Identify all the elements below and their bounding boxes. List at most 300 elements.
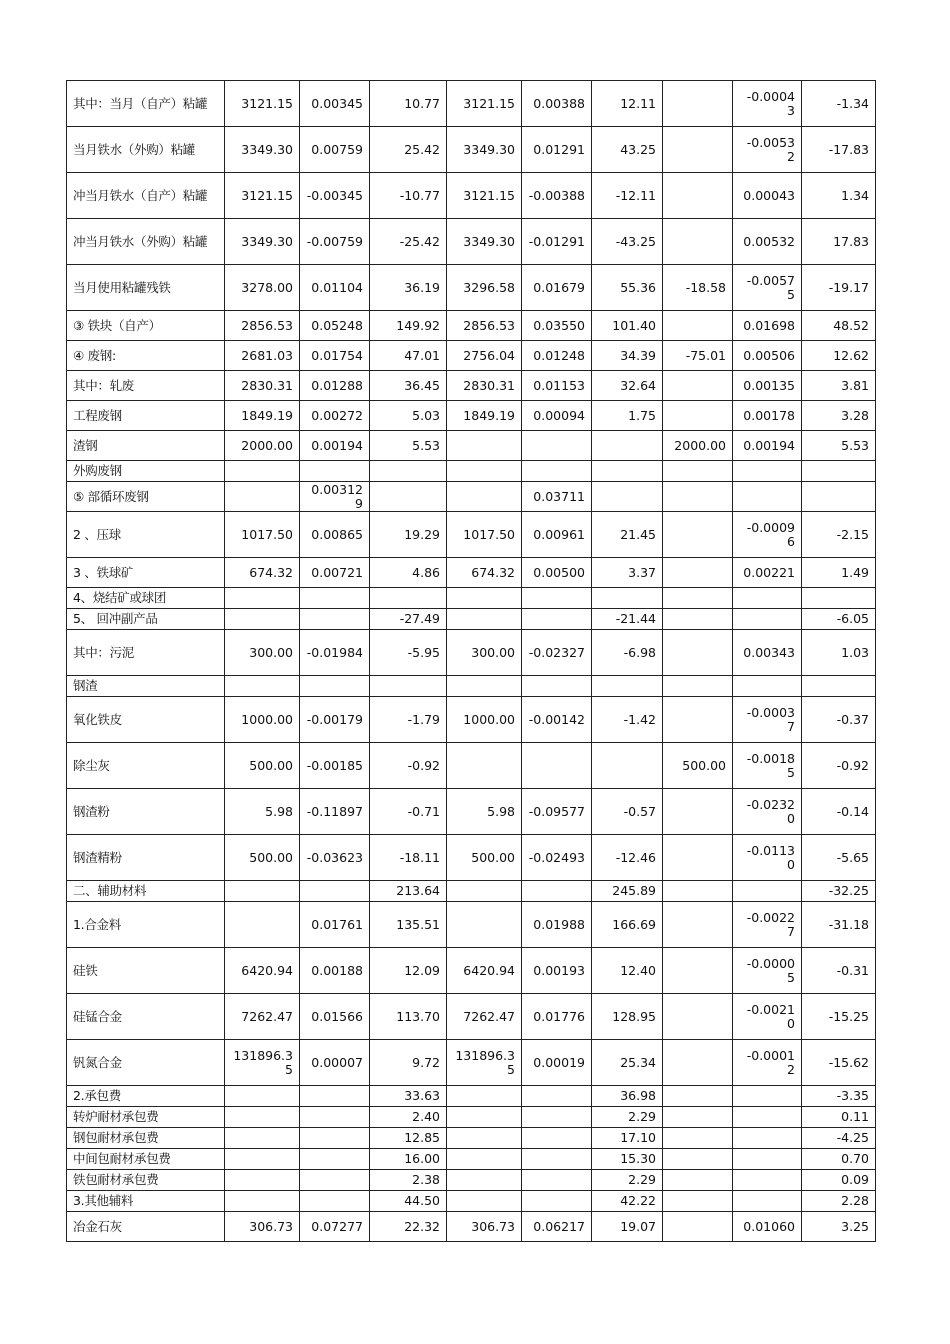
value-cell: 9.72 (370, 1040, 447, 1086)
value-cell (370, 461, 447, 482)
table-row (67, 461, 876, 482)
value-cell: 2.29 (592, 1170, 663, 1191)
table-row (67, 1149, 876, 1170)
value-cell (733, 1170, 802, 1191)
table-row (67, 881, 876, 902)
row-label-cell: 冶金石灰 (67, 1212, 225, 1242)
table-row (67, 1212, 876, 1242)
row-label-cell: 渣钢 (67, 431, 225, 461)
value-cell (447, 588, 522, 609)
value-cell: 1849.19 (225, 401, 300, 431)
value-cell: -21.44 (592, 609, 663, 630)
row-label-cell: 3.其他辅料 (67, 1191, 225, 1212)
value-cell: 0.01698 (733, 311, 802, 341)
value-cell: -27.49 (370, 609, 447, 630)
value-cell: 0.00500 (522, 558, 592, 588)
value-cell (663, 609, 733, 630)
value-cell: -0.00759 (300, 219, 370, 265)
value-cell (522, 1191, 592, 1212)
value-cell (663, 461, 733, 482)
value-cell: 17.10 (592, 1128, 663, 1149)
value-cell: 0.01153 (522, 371, 592, 401)
row-label-cell: ③ 铁块（自产） (67, 311, 225, 341)
value-cell: 3121.15 (225, 81, 300, 127)
table-row (67, 789, 876, 835)
value-cell: -0.00345 (300, 173, 370, 219)
value-cell (733, 1107, 802, 1128)
row-label-cell: 冲当月铁水（自产）粘罐 (67, 173, 225, 219)
value-cell: 0.01566 (300, 994, 370, 1040)
table-row (67, 1107, 876, 1128)
value-cell (225, 1149, 300, 1170)
value-cell: -25.42 (370, 219, 447, 265)
value-cell (663, 311, 733, 341)
value-cell: -0.00388 (522, 173, 592, 219)
value-cell: 12.09 (370, 948, 447, 994)
value-cell (663, 127, 733, 173)
value-cell (733, 461, 802, 482)
value-cell (522, 461, 592, 482)
value-cell: -15.62 (802, 1040, 876, 1086)
row-label-cell: 中间包耐材承包费 (67, 1149, 225, 1170)
value-cell: -0.09577 (522, 789, 592, 835)
value-cell: 48.52 (802, 311, 876, 341)
table-row (67, 127, 876, 173)
value-cell: 1.49 (802, 558, 876, 588)
value-cell (225, 1107, 300, 1128)
table-row (67, 173, 876, 219)
value-cell: -15.25 (802, 994, 876, 1040)
value-cell (802, 461, 876, 482)
value-cell (663, 1107, 733, 1128)
value-cell: 7262.47 (225, 994, 300, 1040)
value-cell (522, 588, 592, 609)
value-cell (300, 676, 370, 697)
value-cell: 5.98 (447, 789, 522, 835)
table-row (67, 81, 876, 127)
value-cell (447, 461, 522, 482)
value-cell (663, 401, 733, 431)
value-cell: -0.03623 (300, 835, 370, 881)
table-row (67, 1128, 876, 1149)
value-cell: 500.00 (663, 743, 733, 789)
value-cell (300, 461, 370, 482)
value-cell (447, 1086, 522, 1107)
value-cell: 12.40 (592, 948, 663, 994)
value-cell: 12.11 (592, 81, 663, 127)
value-cell (733, 881, 802, 902)
value-cell: 1017.50 (225, 512, 300, 558)
value-cell: 3.37 (592, 558, 663, 588)
value-cell: 128.95 (592, 994, 663, 1040)
value-cell (225, 461, 300, 482)
value-cell (663, 948, 733, 994)
value-cell: 0.00345 (300, 81, 370, 127)
value-cell (522, 1149, 592, 1170)
value-cell: 47.01 (370, 341, 447, 371)
value-cell: -12.11 (592, 173, 663, 219)
value-cell (663, 1170, 733, 1191)
table-row (67, 743, 876, 789)
row-label-cell: 2 、压球 (67, 512, 225, 558)
value-cell (663, 558, 733, 588)
value-cell: 0.01288 (300, 371, 370, 401)
row-label-cell: 5、 回冲副产品 (67, 609, 225, 630)
value-cell (225, 902, 300, 948)
value-cell: 44.50 (370, 1191, 447, 1212)
value-cell: 300.00 (447, 630, 522, 676)
value-cell: -0.71 (370, 789, 447, 835)
value-cell: 3296.58 (447, 265, 522, 311)
value-cell: -10.77 (370, 173, 447, 219)
value-cell (300, 1191, 370, 1212)
value-cell: 1849.19 (447, 401, 522, 431)
row-label-cell: 冲当月铁水（外购）粘罐 (67, 219, 225, 265)
value-cell (733, 1086, 802, 1107)
value-cell (663, 789, 733, 835)
value-cell: 0.00188 (300, 948, 370, 994)
value-cell (225, 1128, 300, 1149)
row-label-cell: 钢渣精粉 (67, 835, 225, 881)
value-cell: 15.30 (592, 1149, 663, 1170)
value-cell (522, 1170, 592, 1191)
value-cell: 149.92 (370, 311, 447, 341)
value-cell (447, 482, 522, 512)
table-row (67, 512, 876, 558)
value-cell: -75.01 (663, 341, 733, 371)
value-cell (733, 1128, 802, 1149)
value-cell: 245.89 (592, 881, 663, 902)
value-cell: -19.17 (802, 265, 876, 311)
value-cell: -18.58 (663, 265, 733, 311)
value-cell: 36.19 (370, 265, 447, 311)
value-cell: -1.79 (370, 697, 447, 743)
value-cell: 2756.04 (447, 341, 522, 371)
value-cell: 306.73 (447, 1212, 522, 1242)
value-cell (225, 609, 300, 630)
value-cell: 3.25 (802, 1212, 876, 1242)
value-cell: 0.00007 (300, 1040, 370, 1086)
table-row (67, 676, 876, 697)
value-cell: 131896.35 (225, 1040, 300, 1086)
value-cell: 1000.00 (447, 697, 522, 743)
value-cell: 5.53 (370, 431, 447, 461)
value-cell: 55.36 (592, 265, 663, 311)
value-cell: -0.00037 (733, 697, 802, 743)
value-cell: 0.00194 (300, 431, 370, 461)
value-cell: 0.00721 (300, 558, 370, 588)
value-cell (225, 588, 300, 609)
value-cell: -0.02320 (733, 789, 802, 835)
value-cell (300, 588, 370, 609)
value-cell: 0.09 (802, 1170, 876, 1191)
row-label-cell: 2.承包费 (67, 1086, 225, 1107)
row-label-cell: 钒氮合金 (67, 1040, 225, 1086)
value-cell (663, 1128, 733, 1149)
value-cell: 4.86 (370, 558, 447, 588)
row-label-cell: ⑤ 部循环废钢 (67, 482, 225, 512)
table-row (67, 431, 876, 461)
value-cell: 43.25 (592, 127, 663, 173)
value-cell: 34.39 (592, 341, 663, 371)
value-cell (663, 1191, 733, 1212)
value-cell: 2.40 (370, 1107, 447, 1128)
value-cell: 0.00961 (522, 512, 592, 558)
value-cell: 500.00 (225, 743, 300, 789)
value-cell (300, 1170, 370, 1191)
value-cell: 674.32 (225, 558, 300, 588)
value-cell: 0.01248 (522, 341, 592, 371)
value-cell (663, 219, 733, 265)
value-cell (447, 881, 522, 902)
value-cell: -0.02493 (522, 835, 592, 881)
value-cell: -0.00012 (733, 1040, 802, 1086)
value-cell: 3121.15 (447, 81, 522, 127)
table-row (67, 948, 876, 994)
table-row (67, 1086, 876, 1107)
value-cell: -0.00096 (733, 512, 802, 558)
value-cell: 3121.15 (225, 173, 300, 219)
value-cell: 500.00 (447, 835, 522, 881)
value-cell: 113.70 (370, 994, 447, 1040)
value-cell: 3.28 (802, 401, 876, 431)
value-cell: -5.95 (370, 630, 447, 676)
value-cell: 0.01776 (522, 994, 592, 1040)
value-cell (522, 743, 592, 789)
value-cell: 3.81 (802, 371, 876, 401)
value-cell: 300.00 (225, 630, 300, 676)
value-cell: 0.00272 (300, 401, 370, 431)
value-cell: -0.02327 (522, 630, 592, 676)
value-cell (370, 676, 447, 697)
value-cell (802, 676, 876, 697)
table-row (67, 558, 876, 588)
table-row (67, 1040, 876, 1086)
value-cell (663, 1086, 733, 1107)
value-cell (663, 902, 733, 948)
row-label-cell: ④ 废钢: (67, 341, 225, 371)
value-cell (522, 1086, 592, 1107)
value-cell (663, 697, 733, 743)
value-cell (447, 1128, 522, 1149)
value-cell: 2.29 (592, 1107, 663, 1128)
value-cell: 5.03 (370, 401, 447, 431)
value-cell (447, 676, 522, 697)
value-cell (663, 630, 733, 676)
value-cell: 0.00094 (522, 401, 592, 431)
value-cell: -4.25 (802, 1128, 876, 1149)
value-cell (447, 431, 522, 461)
value-cell (733, 1149, 802, 1170)
value-cell: -0.01130 (733, 835, 802, 881)
value-cell: 1000.00 (225, 697, 300, 743)
value-cell: 19.29 (370, 512, 447, 558)
value-cell: 166.69 (592, 902, 663, 948)
value-cell: 10.77 (370, 81, 447, 127)
table-row (67, 482, 876, 512)
value-cell (592, 676, 663, 697)
value-cell (447, 1170, 522, 1191)
value-cell: 6420.94 (447, 948, 522, 994)
value-cell: 0.05248 (300, 311, 370, 341)
value-cell: 0.00135 (733, 371, 802, 401)
value-cell (663, 512, 733, 558)
table-row (67, 697, 876, 743)
value-cell: -5.65 (802, 835, 876, 881)
value-cell: 2681.03 (225, 341, 300, 371)
value-cell (733, 1191, 802, 1212)
value-cell (663, 1040, 733, 1086)
value-cell: 0.00865 (300, 512, 370, 558)
value-cell: 2856.53 (225, 311, 300, 341)
row-label-cell: 钢包耐材承包费 (67, 1128, 225, 1149)
value-cell: -0.14 (802, 789, 876, 835)
value-cell (300, 1149, 370, 1170)
value-cell (225, 881, 300, 902)
value-cell: 5.98 (225, 789, 300, 835)
row-label-cell: 二、辅助材料 (67, 881, 225, 902)
value-cell: 0.00506 (733, 341, 802, 371)
value-cell: 306.73 (225, 1212, 300, 1242)
table-row (67, 588, 876, 609)
value-cell: 6420.94 (225, 948, 300, 994)
value-cell (225, 1170, 300, 1191)
value-cell (370, 482, 447, 512)
table-row (67, 265, 876, 311)
value-cell (225, 1191, 300, 1212)
row-label-cell: 3 、铁球矿 (67, 558, 225, 588)
value-cell: -0.00575 (733, 265, 802, 311)
value-cell: 101.40 (592, 311, 663, 341)
table-row (67, 219, 876, 265)
value-cell: 0.01754 (300, 341, 370, 371)
value-cell (592, 461, 663, 482)
value-cell (592, 743, 663, 789)
table-row (67, 835, 876, 881)
row-label-cell: 钢渣 (67, 676, 225, 697)
value-cell: -18.11 (370, 835, 447, 881)
value-cell (300, 881, 370, 902)
table-row (67, 902, 876, 948)
value-cell (663, 994, 733, 1040)
value-cell: 0.00343 (733, 630, 802, 676)
value-cell: -0.00043 (733, 81, 802, 127)
row-label-cell: 钢渣粉 (67, 789, 225, 835)
value-cell: 0.03550 (522, 311, 592, 341)
value-cell: 22.32 (370, 1212, 447, 1242)
value-cell: 0.03711 (522, 482, 592, 512)
value-cell (447, 609, 522, 630)
row-label-cell: 当月使用粘罐残铁 (67, 265, 225, 311)
value-cell: 36.45 (370, 371, 447, 401)
value-cell: 135.51 (370, 902, 447, 948)
value-cell (300, 1128, 370, 1149)
cost-table (66, 80, 876, 1242)
value-cell (733, 609, 802, 630)
value-cell: -0.00005 (733, 948, 802, 994)
value-cell: -43.25 (592, 219, 663, 265)
table-row (67, 401, 876, 431)
row-label-cell: 4、烧结矿或球团 (67, 588, 225, 609)
value-cell (447, 1107, 522, 1128)
value-cell: 0.07277 (300, 1212, 370, 1242)
value-cell (522, 1128, 592, 1149)
value-cell: 0.00221 (733, 558, 802, 588)
value-cell: -0.92 (802, 743, 876, 789)
row-label-cell: 硅锰合金 (67, 994, 225, 1040)
value-cell (802, 482, 876, 512)
value-cell (663, 588, 733, 609)
value-cell (447, 1191, 522, 1212)
value-cell: 0.01291 (522, 127, 592, 173)
value-cell: 12.62 (802, 341, 876, 371)
value-cell (592, 431, 663, 461)
value-cell: 21.45 (592, 512, 663, 558)
row-label-cell: 除尘灰 (67, 743, 225, 789)
value-cell: 674.32 (447, 558, 522, 588)
value-cell: 0.01988 (522, 902, 592, 948)
value-cell (733, 482, 802, 512)
value-cell (522, 1107, 592, 1128)
value-cell: 213.64 (370, 881, 447, 902)
value-cell: -0.00227 (733, 902, 802, 948)
value-cell (663, 1149, 733, 1170)
value-cell: -0.31 (802, 948, 876, 994)
value-cell: 1017.50 (447, 512, 522, 558)
row-label-cell: 其中：轧废 (67, 371, 225, 401)
value-cell: -0.01291 (522, 219, 592, 265)
value-cell: 0.00193 (522, 948, 592, 994)
value-cell: -1.34 (802, 81, 876, 127)
row-label-cell: 硅铁 (67, 948, 225, 994)
value-cell (592, 482, 663, 512)
value-cell: -0.11897 (300, 789, 370, 835)
value-cell: 3349.30 (225, 219, 300, 265)
table-row (67, 609, 876, 630)
value-cell: 25.42 (370, 127, 447, 173)
value-cell: -0.00210 (733, 994, 802, 1040)
value-cell: -0.00185 (300, 743, 370, 789)
value-cell: 19.07 (592, 1212, 663, 1242)
value-cell: 0.00194 (733, 431, 802, 461)
table-row (67, 371, 876, 401)
row-label-cell: 其中：污泥 (67, 630, 225, 676)
value-cell (733, 676, 802, 697)
value-cell: -32.25 (802, 881, 876, 902)
value-cell (300, 609, 370, 630)
value-cell: -0.00142 (522, 697, 592, 743)
value-cell: 0.01679 (522, 265, 592, 311)
value-cell (300, 1107, 370, 1128)
value-cell: -1.42 (592, 697, 663, 743)
value-cell: 17.83 (802, 219, 876, 265)
value-cell: -12.46 (592, 835, 663, 881)
value-cell: -17.83 (802, 127, 876, 173)
row-label-cell: 转炉耐材承包费 (67, 1107, 225, 1128)
value-cell (522, 609, 592, 630)
value-cell: 2830.31 (225, 371, 300, 401)
table-row (67, 994, 876, 1040)
value-cell: 12.85 (370, 1128, 447, 1149)
value-cell: 0.00388 (522, 81, 592, 127)
value-cell: 2000.00 (225, 431, 300, 461)
value-cell: 500.00 (225, 835, 300, 881)
value-cell: 2.38 (370, 1170, 447, 1191)
value-cell: 0.70 (802, 1149, 876, 1170)
value-cell: 3278.00 (225, 265, 300, 311)
value-cell: 0.01761 (300, 902, 370, 948)
row-label-cell: 当月铁水（外购）粘罐 (67, 127, 225, 173)
